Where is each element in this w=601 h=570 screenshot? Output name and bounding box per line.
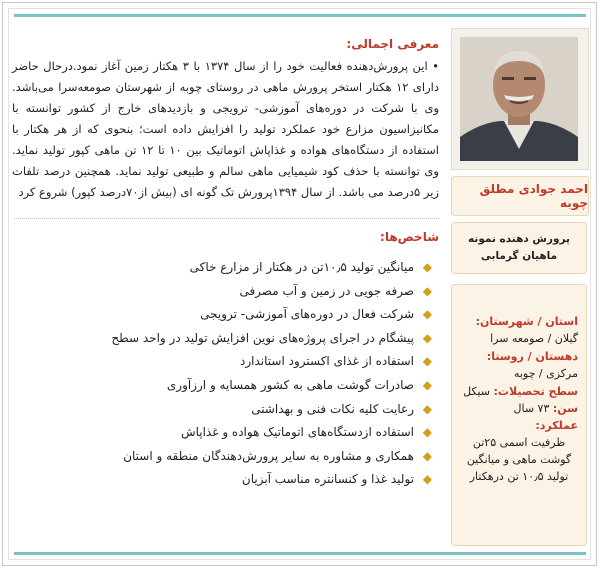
diamond-bullet-icon: ◆	[422, 354, 432, 369]
intro-title: معرفی اجمالی:	[346, 37, 439, 51]
list-item: ◆ پیشگام در اجرای پروژه‌های نوین افزایش تولید در واحد سطح	[24, 327, 434, 351]
bottom-rule	[14, 552, 586, 555]
indicators-title: شاخص‌ها:	[380, 230, 439, 244]
award-box	[451, 222, 587, 274]
diamond-bullet-icon: ◆	[422, 425, 432, 440]
diamond-bullet-icon: ◆	[422, 401, 432, 416]
detail-value-province: گیلان / صومعه سرا	[490, 332, 578, 345]
award-line-2: ماهیان گرمابی	[480, 250, 558, 262]
details-box	[451, 284, 587, 546]
award-line-1: پرورش دهنده نمونه	[468, 233, 570, 245]
list-item: ◆ صادرات گوشت ماهی به کشور همسایه و ارزآوری	[24, 374, 434, 398]
list-item: ◆ میانگین تولید ۱۰٫۵تن در هکتار از مزارع خاکی	[24, 256, 434, 280]
diamond-bullet-icon: ◆	[422, 330, 432, 345]
detail-value-performance: ظرفیت اسمی ۲۵تن گوشت ماهی و میانگین تولید ۱۰٫۵ تن درهکتار	[466, 436, 572, 483]
detail-value-education: سیکل	[463, 385, 491, 398]
portrait-icon	[460, 37, 578, 161]
name-box	[451, 176, 589, 216]
diamond-bullet-icon: ◆	[422, 260, 432, 274]
portrait-frame	[451, 28, 589, 170]
person-name: احمد جوادی مطلق چوبه	[479, 182, 588, 210]
detail-label-education: سطح تحصیلات:	[493, 385, 578, 398]
diamond-bullet-icon: ◆	[422, 377, 432, 392]
detail-label-age: سن:	[552, 402, 578, 415]
detail-label-performance: عملکرد:	[535, 419, 578, 432]
intro-paragraph: • این پرورش‌دهنده فعالیت خود را از سال ۱۳۷۴ با ۳ هکتار زمین آغاز نمود.درحال حاضر دارای ۱۲ هکتار استخر پرورش ماهی در روستای چوبه از شهرستان صومعه‌سرا می‌باشد. وی با شرکت در دوره‌های آموزشی- ترویجی و بازدیدهای خارج از کشور توانسته با مکانیزاسیون مزارع خود عملکرد تولید را افزایش داده است؛ بنحوی که از هر هکتار با استفاده از دستگاه‌های هواده و غذاپاش اتوماتیک بین ۱۰ تا ۱۲ تن ماهی کپور تولید نماید. وی توانسته با حذف کود شیمیایی ماهی سالم و طبیعی تولید نماید. همچنین درصد تلفات زیر ۵درصد می باشد. از سال ۱۳۹۴پرورش تک گونه ای (بیش از۷۰درصد کپور) شروع کرد	[12, 59, 440, 199]
portrait-photo	[460, 37, 578, 161]
detail-value-village: مرکزی / چوبه	[513, 367, 578, 380]
section-divider	[14, 218, 439, 219]
list-item: ◆ رعایت کلیه نکات فنی و بهداشتی	[24, 398, 434, 422]
top-rule	[14, 14, 586, 17]
detail-label-province: استان / شهرستان:	[475, 315, 578, 328]
diamond-bullet-icon: ◆	[422, 307, 432, 322]
indicators-list	[24, 256, 434, 492]
detail-value-age: ۷۳ سال	[513, 402, 550, 415]
list-item: ◆ استفاده از غذای اکسترود استاندارد	[24, 350, 434, 374]
list-item: ◆ همکاری و مشاوره به سایر پرورش‌دهندگان منطقه و استان	[24, 445, 434, 469]
diamond-bullet-icon: ◆	[422, 283, 432, 298]
diamond-bullet-icon: ◆	[422, 448, 432, 463]
list-item: ◆ صرفه جویی در زمین و آب مصرفی	[24, 280, 434, 304]
list-item: ◆ شرکت فعال در دوره‌های آموزشی- ترویجی	[24, 303, 434, 327]
list-item: ◆ تولید غذا و کنسانتره مناسب آبزیان	[24, 468, 434, 492]
diamond-bullet-icon: ◆	[422, 472, 432, 487]
detail-label-village: دهستان / روستا:	[486, 350, 578, 363]
list-item: ◆ استفاده ازدستگاه‌های اتوماتیک هواده و غذاپاش	[24, 421, 434, 445]
